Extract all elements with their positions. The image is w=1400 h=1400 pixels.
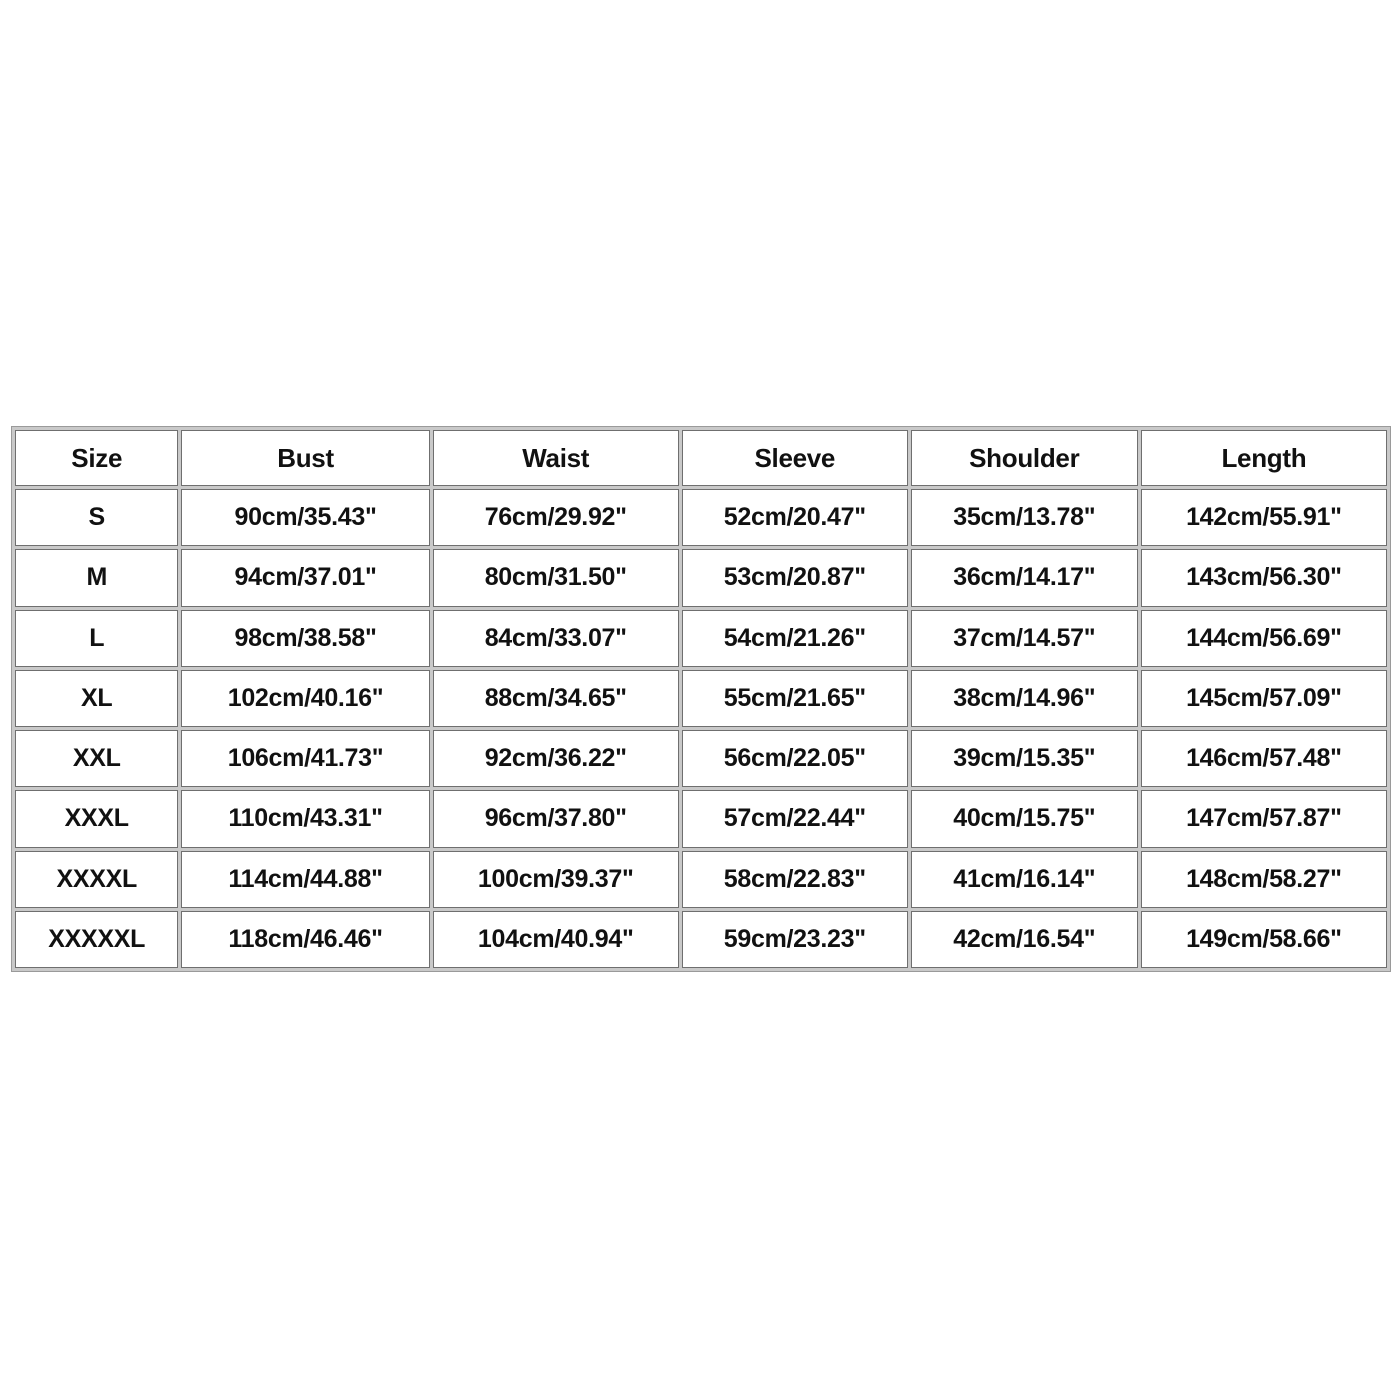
cell-shoulder: 37cm/14.57": [911, 610, 1138, 667]
cell-sleeve: 55cm/21.65": [682, 670, 908, 727]
cell-bust: 106cm/41.73": [181, 730, 429, 787]
cell-waist: 84cm/33.07": [433, 610, 679, 667]
cell-shoulder: 36cm/14.17": [911, 549, 1138, 606]
header-row: [15, 430, 1387, 486]
cell-waist: 76cm/29.92": [433, 489, 679, 546]
table-row: [15, 489, 1387, 546]
cell-length: 149cm/58.66": [1141, 911, 1387, 968]
table-row: [15, 670, 1387, 727]
cell-size: M: [15, 549, 178, 606]
cell-bust: 98cm/38.58": [181, 610, 429, 667]
cell-waist: 88cm/34.65": [433, 670, 679, 727]
header-shoulder: Shoulder: [911, 430, 1138, 486]
header-length: Length: [1141, 430, 1387, 486]
table-row: [15, 790, 1387, 847]
cell-waist: 80cm/31.50": [433, 549, 679, 606]
cell-bust: 110cm/43.31": [181, 790, 429, 847]
cell-shoulder: 41cm/16.14": [911, 851, 1138, 908]
cell-sleeve: 58cm/22.83": [682, 851, 908, 908]
table-row: [15, 851, 1387, 908]
header-size: Size: [15, 430, 178, 486]
cell-length: 143cm/56.30": [1141, 549, 1387, 606]
cell-shoulder: 38cm/14.96": [911, 670, 1138, 727]
cell-shoulder: 35cm/13.78": [911, 489, 1138, 546]
cell-sleeve: 53cm/20.87": [682, 549, 908, 606]
table-row: [15, 610, 1387, 667]
cell-size: XXXL: [15, 790, 178, 847]
header-waist: Waist: [433, 430, 679, 486]
table-row: [15, 911, 1387, 968]
cell-size: XXL: [15, 730, 178, 787]
cell-size: XL: [15, 670, 178, 727]
cell-shoulder: 42cm/16.54": [911, 911, 1138, 968]
cell-sleeve: 59cm/23.23": [682, 911, 908, 968]
cell-length: 144cm/56.69": [1141, 610, 1387, 667]
cell-bust: 90cm/35.43": [181, 489, 429, 546]
cell-sleeve: 52cm/20.47": [682, 489, 908, 546]
cell-length: 146cm/57.48": [1141, 730, 1387, 787]
cell-waist: 92cm/36.22": [433, 730, 679, 787]
size-chart-header: [15, 430, 1387, 486]
header-sleeve: Sleeve: [682, 430, 908, 486]
cell-sleeve: 54cm/21.26": [682, 610, 908, 667]
cell-length: 142cm/55.91": [1141, 489, 1387, 546]
cell-bust: 102cm/40.16": [181, 670, 429, 727]
cell-size: S: [15, 489, 178, 546]
cell-length: 145cm/57.09": [1141, 670, 1387, 727]
cell-bust: 114cm/44.88": [181, 851, 429, 908]
table-row: [15, 549, 1387, 606]
cell-size: XXXXXL: [15, 911, 178, 968]
cell-length: 147cm/57.87": [1141, 790, 1387, 847]
cell-length: 148cm/58.27": [1141, 851, 1387, 908]
table-row: [15, 730, 1387, 787]
cell-bust: 118cm/46.46": [181, 911, 429, 968]
header-bust: Bust: [181, 430, 429, 486]
cell-sleeve: 57cm/22.44": [682, 790, 908, 847]
cell-waist: 96cm/37.80": [433, 790, 679, 847]
cell-size: L: [15, 610, 178, 667]
cell-shoulder: 39cm/15.35": [911, 730, 1138, 787]
size-chart-table: [11, 426, 1391, 972]
cell-size: XXXXL: [15, 851, 178, 908]
cell-sleeve: 56cm/22.05": [682, 730, 908, 787]
cell-waist: 100cm/39.37": [433, 851, 679, 908]
cell-waist: 104cm/40.94": [433, 911, 679, 968]
cell-bust: 94cm/37.01": [181, 549, 429, 606]
cell-shoulder: 40cm/15.75": [911, 790, 1138, 847]
size-chart-body: [15, 489, 1387, 968]
